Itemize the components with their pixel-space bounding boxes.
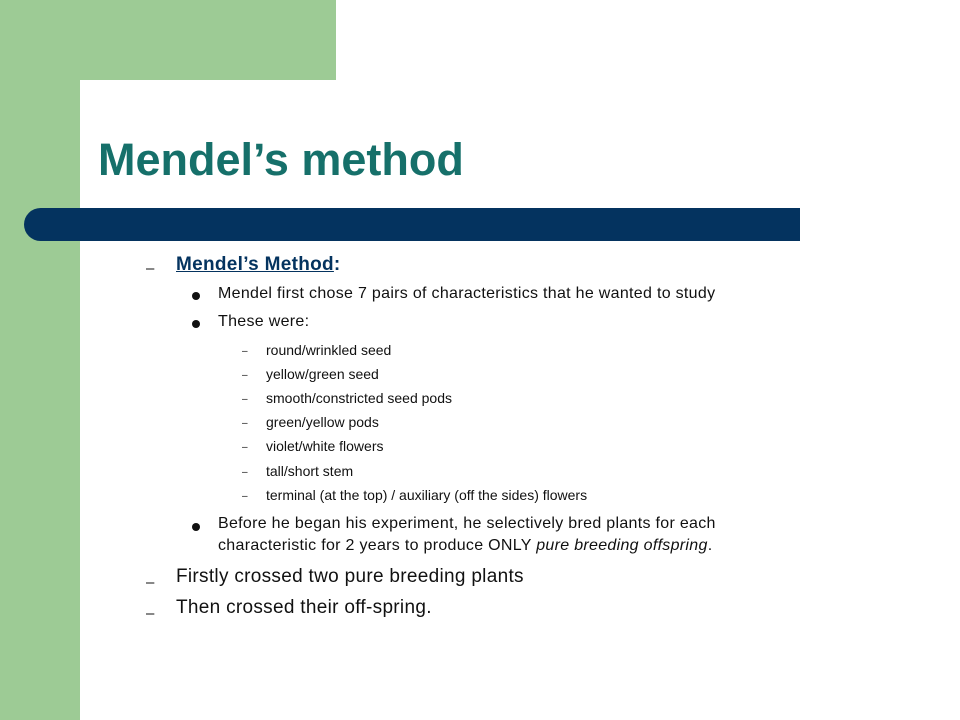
dash-marker: – [242,467,248,478]
bullet-dot [192,320,200,328]
dash-marker: – [146,574,155,591]
trait-item: tall/short stem [266,463,354,479]
method-heading [176,254,341,276]
bullet-dot [192,292,200,300]
before-line-2-italic: pure breeding offspring [536,537,708,554]
dash-marker: – [242,442,248,453]
before-line-2-text: characteristic for 2 years to produce ONLY [218,537,537,554]
method-heading-colon: : [333,254,341,275]
dash-marker: – [146,605,155,622]
trait-item: round/wrinkled seed [266,342,392,358]
left-green-band [0,0,80,720]
title-underline-bar [24,208,800,241]
trait-item: green/yellow pods [266,414,379,430]
trait-item: violet/white flowers [266,438,384,454]
before-line-2 [218,537,712,555]
trait-item: yellow/green seed [266,366,379,382]
top-green-band [0,0,336,80]
before-line-2-end: . [707,537,713,554]
trait-item: smooth/constricted seed pods [266,390,452,406]
dash-marker: – [242,370,248,381]
dash-marker: – [146,260,155,277]
step-item: Then crossed their off-spring. [176,597,432,618]
dash-marker: – [242,491,248,502]
bullet-text: These were: [218,313,310,330]
dash-marker: – [242,418,248,429]
dash-marker: – [242,394,248,405]
step-item: Firstly crossed two pure breeding plants [176,566,524,587]
slide-title: Mendel’s method [98,134,464,185]
before-line-1: Before he began his experiment, he selectively bred plants for each [218,515,716,532]
bullet-dot [192,523,200,531]
method-heading-link[interactable]: Mendel’s Method [176,254,334,275]
bullet-text: Mendel first chose 7 pairs of characteristics that he wanted to study [218,285,716,302]
dash-marker: – [242,346,248,357]
trait-item: terminal (at the top) / auxiliary (off the sides) flowers [266,487,588,503]
